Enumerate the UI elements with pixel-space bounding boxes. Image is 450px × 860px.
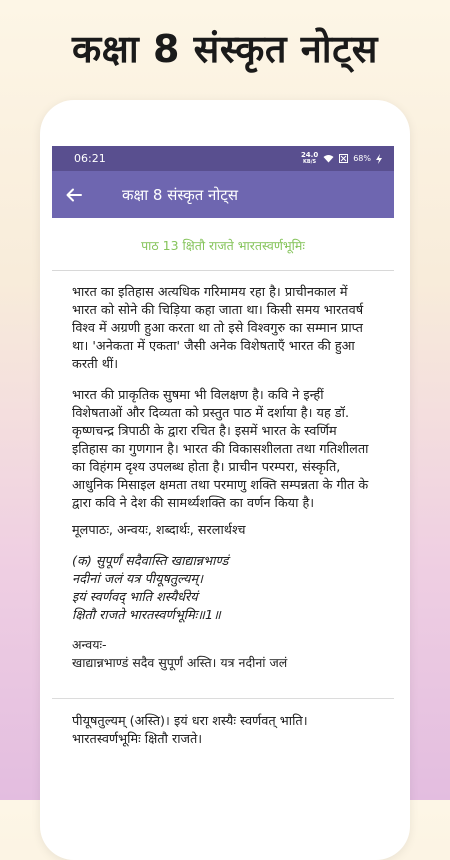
app-bar [52, 171, 394, 218]
wifi-icon [323, 154, 334, 163]
sim-icon [339, 154, 348, 163]
intro-paragraph-2: भारत की प्राकृतिक सुषमा भी विलक्षण है। कवि ने इन्हीं विशेषताओं और दिव्यता को प्रस्तुत पाठ में दर्शाया है। यह डॉ. कृष्णचन्द्र त्रिपाठी के द्वारा रचित है। इसमें भारत के स्वर्णिम इतिहास का गुणगान है। भारत की विकासशीलता तथा गतिशीलता का विहंगम दृश्य उपलब्ध होता है। प्राचीन परम्परा, संस्कृति, आधुनिक मिसाइल क्षमता तथा परमाणु शक्ति सम्पन्नता के गीत के द्वारा कवि ने देश की सामर्थ्यशक्ति का वर्णन किया है। [72, 388, 369, 511]
text-line: भारतस्वर्णभूमिः क्षितौ राजते। [72, 732, 203, 747]
verse-line: (क) सुपूर्णं सदैवास्ति खाद्यान्नभाण्डं [72, 554, 229, 569]
net-speed-unit: KB/S [303, 158, 317, 165]
divider [52, 270, 394, 271]
verse-block [72, 553, 374, 625]
promo-title: कक्षा 8 संस्कृत नोट्स [72, 27, 378, 71]
mool-path-heading: मूलपाठः, अन्वयः, शब्दार्थः, सरलार्थश्च [72, 523, 246, 538]
status-bar [52, 146, 394, 171]
charging-icon [376, 154, 382, 164]
anvay-heading: अन्वयः- [72, 637, 107, 652]
text-line: पीयूषतुल्यम् (अस्ति)। इयं धरा शस्यैः स्वर्णवत् भाति। [72, 714, 308, 729]
lesson-content [52, 237, 394, 749]
app-screen [52, 146, 394, 806]
status-time: 06:21 [74, 152, 106, 165]
back-arrow-icon[interactable] [66, 183, 108, 207]
net-speed [301, 152, 318, 166]
app-bar-title: कक्षा 8 संस्कृत नोट्स [122, 185, 238, 204]
status-icons [301, 152, 382, 166]
intro-paragraph-1: भारत का इतिहास अत्यधिक गरिमामय रहा है। प्राचीनकाल में भारत को सोने की चिड़िया कहा जाता था। किसी समय भारतवर्ष विश्व में अग्रणी हुआ करता था तो इसे विश्वगुरु का सम्मान प्राप्त था। 'अनेकता में एकता' जैसी अनेक विशेषताएँ भारत की हुआ करती थीं। [72, 285, 364, 372]
verse-line: नदीनां जलं यत्र पीयूषतुल्यम्। [72, 572, 203, 587]
verse-line: क्षितौ राजते भारतस्वर्णभूमिः॥1॥ [72, 608, 221, 623]
battery-percent: 68% [353, 154, 371, 163]
net-speed-value: 24.0 [300, 150, 319, 159]
continued-text [72, 713, 374, 749]
anvay-text: खाद्यान्नभाण्डं सदैव सुपूर्णं अस्ति। यत्र नदीनां जलं [72, 655, 288, 670]
section-divider [52, 698, 394, 699]
verse-line: इयं स्वर्णवद् भाति शस्यैर्धरेयं [72, 590, 198, 605]
lesson-title: पाठ 13 क्षितौ राजते भारतस्वर्णभूमिः [141, 238, 305, 253]
